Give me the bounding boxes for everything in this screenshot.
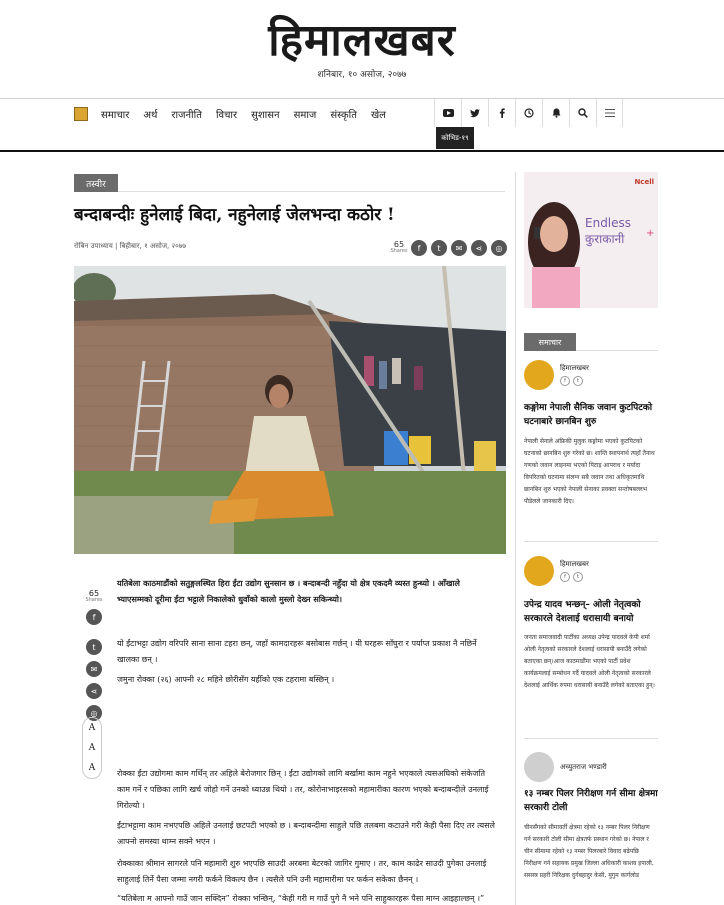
sidebar-card-author (524, 360, 589, 390)
twitter-icon[interactable]: t (573, 572, 583, 582)
byline-separator: | (115, 242, 120, 250)
messenger-icon[interactable]: ◎ (491, 240, 507, 256)
ad-headline (585, 215, 631, 247)
avatar[interactable] (524, 360, 554, 390)
article-lead: यतिबेला काठमाडौंको सतुङ्गलस्थित हिरा ईंटा उद्योग सुनसान छ । बन्दाबन्दी नहुँदा यो क्षेत्र एकदमै व्यस्त हुन्थ्यो । आँखाले भ्याएसम्मको दूरीमा ईंटा भट्टाले निकालेको धुवाँको कालो मुस्लो देख्न सकिन्थ्यो। (117, 579, 460, 604)
nav-item-economy[interactable]: अर्थ (143, 110, 158, 121)
share-icon[interactable]: ⋖ (86, 683, 102, 699)
sidebar-section-label[interactable]: समाचार (524, 333, 576, 351)
article-paragraph: यो ईंटाभट्टा उद्योग वरिपरि साना साना टहरा छन्, जहाँ कामदारहरू बसोबास गर्छन् । यी घरहरू साँघुरा र पर्याप्त प्रकाश नै नछिर्ने खालका छन् । (117, 639, 477, 664)
sidebar-story-title[interactable]: १३ नम्बर पिलर निरीक्षण गर्न सीमा क्षेत्रमा सरकारी टोली (524, 789, 658, 813)
twitter-icon[interactable] (461, 99, 488, 127)
sidebar-card-author (524, 752, 607, 782)
nav-menu (101, 107, 386, 121)
share-buttons (411, 240, 507, 256)
sidebar-author-name[interactable]: हिमालखबर (560, 560, 589, 568)
sidebar-author-name[interactable]: हिमालखबर (560, 364, 589, 372)
category-badge[interactable]: तस्वीर (74, 174, 118, 192)
email-share-icon[interactable]: ✉ (451, 240, 467, 256)
sidebar-story-title[interactable]: उपेन्द्र यादव भन्छन्– ओली नेतृत्वको सरकारले देशलाई धरासायी बनायो (524, 600, 641, 624)
sidebar-author-name[interactable]: अच्युतराज भण्डारी (560, 762, 607, 771)
article-paragraph: जमुना रोक्का (२६) आफ्नी २८ महिने छोरीसँग यहीँको एक टहरामा बस्छिन् । (117, 675, 335, 684)
messenger-icon[interactable]: ◎ (86, 705, 102, 721)
history-icon[interactable] (515, 99, 542, 127)
publish-date: बिहीबार, १ असोज, २०७७ (119, 242, 187, 250)
font-increase-button[interactable]: A (88, 723, 96, 733)
article-paragraph: रोक्का ईंटा उद्योगमा काम गर्थिन् तर अहिले बेरोजगार छिन् । ईंटा उद्योगको लागि बर्खामा काम नहुने भएकाले त्यसअघिको संकेजति काम गर्ने र पछिका लागि खर्च जोहो गर्ने उनको ध्याउन्न थियो । तर, कोरोनाभाइरसको महामारीका कारण भएको बन्दाबन्दीले उनलाई गिरोल्यो । (117, 769, 489, 810)
share-icon[interactable]: ⋖ (471, 240, 487, 256)
ad-line-1: Endless (585, 216, 632, 230)
facebook-icon[interactable] (488, 99, 515, 127)
email-share-icon[interactable]: ✉ (86, 661, 102, 677)
floating-share-count-value: 65 (88, 589, 100, 598)
nav-item-opinion[interactable]: विचार (215, 110, 238, 121)
facebook-share-icon[interactable]: f (411, 240, 427, 256)
article-photo (74, 266, 506, 554)
avatar[interactable] (524, 752, 554, 782)
home-logo-icon[interactable] (74, 107, 88, 121)
article-paragraph: “यतिबेला म आफ्नो गाउँ जान सक्दिन” रोक्का भन्छिन्, “केही गरी म गाउँ पुगे नै भने पनि साहुकारहरू पैसा माग्न आइहाल्छन् ।” (117, 894, 485, 903)
twitter-icon[interactable]: t (573, 376, 583, 386)
byline (74, 242, 186, 251)
author-name[interactable]: रोबिन उपाध्याय (74, 242, 113, 250)
sidebar-story-title[interactable]: कङ्गोमा नेपाली सैनिक जवान कुटपिटको घटनाबारे छानबिन शुरु (524, 403, 653, 427)
floating-share-count (84, 590, 104, 603)
covid-tab[interactable]: कोभिड-१९ (436, 127, 474, 149)
ncell-advertisement[interactable] (524, 172, 658, 308)
divider (524, 541, 658, 542)
sidebar-divider (515, 172, 516, 905)
font-size-controls (82, 717, 102, 779)
bell-icon[interactable] (542, 99, 569, 127)
nav-item-news[interactable]: समाचार (101, 110, 130, 121)
masthead (0, 0, 724, 98)
sidebar-card-author (524, 556, 589, 586)
share-count-label: Shares (390, 248, 408, 254)
font-decrease-button[interactable]: A (88, 763, 96, 773)
youtube-icon[interactable] (434, 99, 461, 127)
twitter-share-icon[interactable]: t (431, 240, 447, 256)
nav-item-culture[interactable]: संस्कृति (330, 110, 357, 121)
article-title: बन्दाबन्दीः हुनेलाई बिदा, नहुनेलाई जेलभन्दा कठोर ! (74, 205, 395, 225)
font-reset-button[interactable]: A (88, 743, 96, 753)
floating-share-count-label: Shares (85, 597, 103, 603)
nav-item-politics[interactable]: राजनीति (171, 110, 202, 121)
share-count-value: 65 (393, 240, 405, 249)
sidebar-story-excerpt: जनता समाजवादी पार्टीका अध्यक्ष उपेन्द्र यादवले केपी शर्मा ओली नेतृत्वको सरकारले देशलाई धरासायी बनाउँदै लगेको बताएका छन्।आज काठमाडौंमा भएको पार्टी प्रवेश कार्यक्रमलाई सम्बोधन गर्दै यादवले ओली नेतृत्वको सरकारले देशलाई आर्थिक रुपमा धरासायी बनाउँदै लगेको बताएका हुन्। (524, 634, 655, 689)
nav-item-governance[interactable]: सुशासन (251, 110, 280, 121)
ad-line-2: कुराकानी (585, 232, 625, 247)
masthead-date: शनिबार, १० असोज, २०७७ (317, 70, 407, 80)
nav-item-sports[interactable]: खेल (370, 110, 386, 121)
sidebar-story-excerpt: चीनसँगको सीमावर्ती क्षेत्रमा रहेको १३ नम्बर पिलर निरीक्षण गर्न सरकारी टोली सीमा क्षेत्रतर्फ प्रस्थान गरेको छ। नेपाल र चीन सीमामा रहेको १३ नम्बर पिलरबारे विवाद बढेपछि निरीक्षण गर्न सहायक प्रमुख जिल्ला अधिकारी काशव इपाली, ससस्त्र प्रहरी निरिक्षक दुर्गबहादुर केसी, मुगुम कार्गलोड (524, 824, 654, 879)
facebook-share-icon[interactable]: f (86, 609, 102, 625)
avatar[interactable] (524, 556, 554, 586)
facebook-icon[interactable]: f (560, 376, 570, 386)
menu-icon[interactable] (596, 99, 623, 127)
site-logo[interactable]: हिमालखबर (268, 15, 456, 66)
article-paragraph: रोक्काका श्रीमान सागरले पनि महामारी शुरु भएपछि साउदी अरबमा बेटरको जागिर गुमाए । तर, काम काढेर साउदी पुगेका उनलाई साहुलाई तिर्ने पैसा जम्मा नगरी फर्कने विकल्प छैन । त्यसैले पनि उनी महामारीमा पर फर्कन सकेका छैनन् । (117, 859, 487, 884)
nav-item-society[interactable]: समाज (293, 110, 317, 121)
divider (576, 350, 658, 351)
ad-plus: + (646, 228, 655, 239)
sidebar-story-excerpt: नेपाली सेनाले अफ्रिकी मुलुक कङ्गोमा भएको कुटपिटको घटनाको छानबिन शुरु गरेको छ। शान्ति स्थापनार्थ त्यहाँ तैनाथ गणको जवान लाइनमा भएको पिटाइ आपराध र मर्यादा विपरितको घटनामा संलग्न सबै जवान तथा अधिकृतमाथि छानबिन शुरु भएको नेपाली सेनाका प्रवक्ता सन्तोषबल्लभ पौडेलले जानकारी दिए। (524, 438, 655, 505)
divider (524, 738, 658, 739)
article-paragraph: ईंटाभट्टामा काम नभएपछि अहिले उनलाई छटपटी भएको छ । बन्दाबन्दीमा साहुले पछि तलबमा कटाउने गरी केही पैसा दिए तर त्यसले आफ्नो समस्या थाम्न सक्ने भएन । (117, 821, 495, 846)
share-count (388, 241, 410, 254)
floating-share-bar (84, 590, 104, 721)
divider (118, 191, 505, 192)
main-nav (0, 98, 724, 152)
twitter-share-icon[interactable]: t (86, 639, 102, 655)
ncell-logo: Ncell (634, 178, 654, 186)
facebook-icon[interactable]: f (560, 572, 570, 582)
nav-icon-bar (434, 99, 623, 127)
search-icon[interactable] (569, 99, 596, 127)
